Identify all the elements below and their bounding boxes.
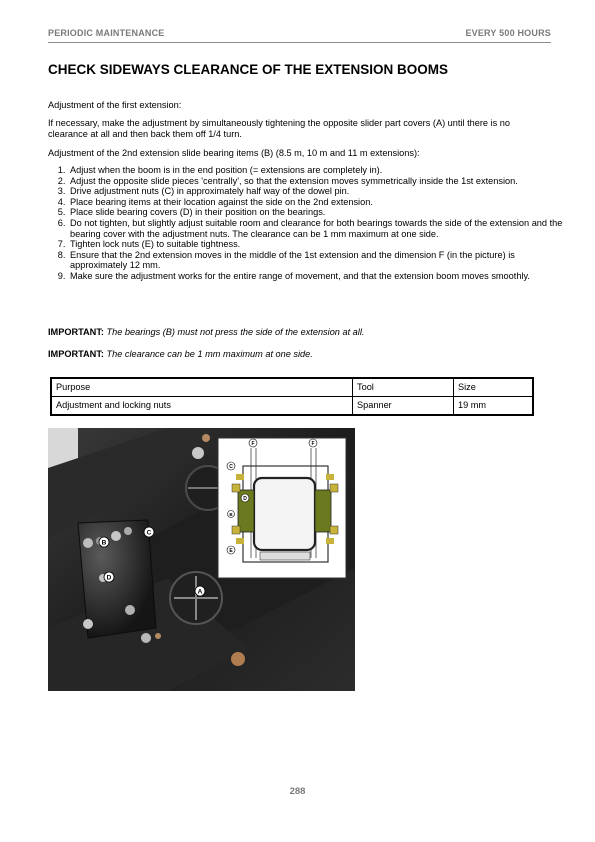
tools-table [50, 377, 534, 416]
intro-paragraph-1: Adjustment of the first extension: [48, 100, 182, 110]
important-note-1 [48, 327, 548, 338]
important-label: IMPORTANT: [48, 349, 104, 359]
important-note-2 [48, 349, 548, 360]
page-number: 288 [289, 786, 306, 797]
step-2: 2. Adjust the opposite slide pieces 'centrally', so that the extension moves symmetrically inside the 1st extension. [68, 176, 568, 187]
important-text: The clearance can be 1 mm maximum at one side. [106, 349, 313, 359]
procedure-steps [48, 165, 568, 282]
table-cell: 19 mm [454, 397, 534, 416]
callout-c: C [146, 529, 152, 537]
step-3: 3. Drive adjustment nuts (C) in approximately half way of the dowel pin. [68, 186, 568, 197]
table-header-row [51, 378, 533, 397]
cross-section-diagram [218, 438, 346, 578]
step-1: 1. Adjust when the boom is in the end position (= extensions are completely in). [68, 165, 568, 176]
boom-photo [48, 428, 355, 691]
diagram-callout-b: B [229, 512, 233, 517]
step-5: 5. Place slide bearing covers (D) in their position on the bearings. [68, 207, 568, 218]
step-6: 6. Do not tighten, but slightly adjust suitable room and clearance for both bearings towards the side of the extension and the bearing cover with the adjustment nuts. The clearance can be 1 mm maximum at one side. [68, 218, 568, 239]
step-4: 4. Place bearing items at their location against the side on the 2nd extension. [68, 197, 568, 208]
table-header-cell: Tool [353, 378, 454, 397]
header-section-title: PERIODIC MAINTENANCE [48, 28, 165, 38]
callout-b: B [101, 539, 107, 547]
callout-a: A [197, 588, 203, 596]
step-7: 7. Tighten lock nuts (E) to suitable tightness. [68, 239, 568, 250]
table-cell: Spanner [353, 397, 454, 416]
table-row [51, 397, 533, 416]
important-text: The bearings (B) must not press the side of the extension at all. [106, 327, 365, 337]
diagram-callout-d: D [243, 496, 247, 502]
important-label: IMPORTANT: [48, 327, 104, 337]
step-8: 8. Ensure that the 2nd extension moves in the middle of the 1st extension and the dimension F (in the picture) is approximately 12 mm. [68, 250, 568, 271]
diagram-callout-c: C [229, 464, 233, 470]
diagram-callout-e: E [229, 548, 233, 554]
step-9: 9. Make sure the adjustment works for the entire range of movement, and that the extension boom moves smoothly. [68, 271, 568, 282]
header-interval: EVERY 500 HOURS [465, 28, 551, 38]
table-header-cell: Purpose [51, 378, 353, 397]
header-divider [48, 42, 551, 43]
callout-f-left: F [251, 441, 255, 447]
callout-d: D [106, 574, 112, 582]
table-header-cell: Size [454, 378, 534, 397]
table-cell: Adjustment and locking nuts [51, 397, 353, 416]
intro-paragraph-2: If necessary, make the adjustment by simultaneously tightening the opposite slider part covers (A) until there is no clearance at all and then back them off 1/4 turn. [48, 118, 510, 139]
page-title: CHECK SIDEWAYS CLEARANCE OF THE EXTENSION BOOMS [48, 62, 449, 77]
intro-paragraph-3: Adjustment of the 2nd extension slide bearing items (B) (8.5 m, 10 m and 11 m extensions): [48, 148, 420, 158]
callout-f-right: F [311, 441, 315, 447]
